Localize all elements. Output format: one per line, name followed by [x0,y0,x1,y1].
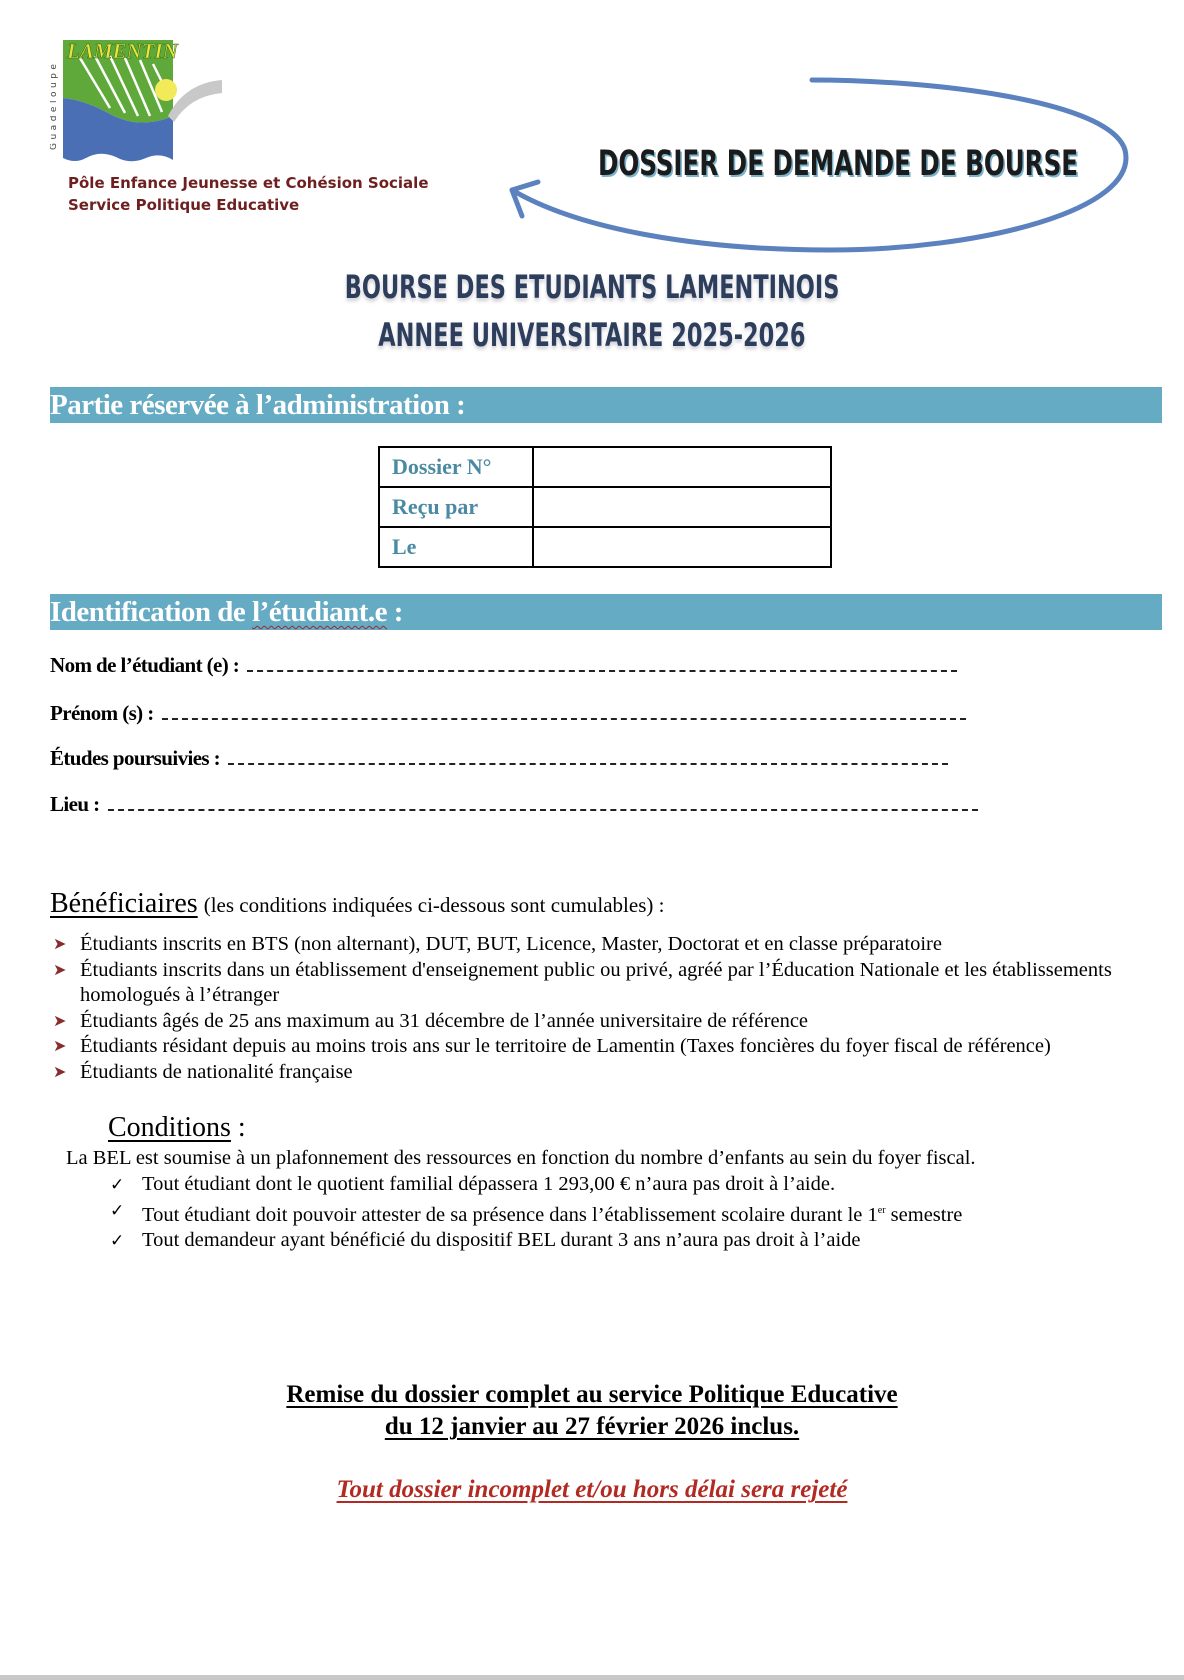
conditions-title: Conditions [108,1112,231,1143]
field-label-etudes: Études poursuivies : [50,746,221,770]
org-name-pole: Pôle Enfance Jeunesse et Cohésion Sociale [68,174,429,192]
field-label-nom: Nom de l’étudiant (e) : [50,653,240,677]
conditions-intro: La BEL est soumise à un plafonnement des ressources en fonction du nombre d’enfants au sein du foyer fiscal. [66,1147,976,1169]
list-item-text: Étudiants de nationalité française [80,1060,353,1083]
table-row [379,447,831,487]
rejection-warning-text: Tout dossier incomplet et/ou hors délai sera rejeté [336,1476,848,1503]
checkmark-icon: ✓ [110,1175,125,1194]
admin-table [378,446,832,568]
arrowhead-bullet-icon: ➤ [53,961,67,979]
rejection-warning [0,1476,1184,1504]
heading-suffix: : [387,596,403,628]
list-item [50,1060,1170,1086]
submission-notice-line-1 [0,1381,1184,1409]
field-etudes [50,745,948,771]
beneficiaires-list [50,932,1170,1085]
page-bottom-edge [0,1675,1184,1680]
section-heading-identification [50,594,1162,630]
submission-notice-line-2 [0,1413,1184,1441]
arrowhead-bullet-icon: ➤ [53,936,67,953]
arrowhead-bullet-icon: ➤ [53,1012,67,1030]
field-input-nom[interactable] [247,652,957,672]
svg-text:Guadeloupe: Guadeloupe [50,60,59,150]
list-item [110,1198,962,1228]
beneficiaires-heading [50,888,664,920]
list-item [50,1009,1170,1035]
field-nom [50,652,957,678]
subtitle-line-2: ANNEE UNIVERSITAIRE 2025-2026 [378,316,806,354]
list-item [110,1172,962,1198]
field-lieu [50,791,978,817]
list-item-text: Étudiants inscrits dans un établissement d'enseignement public ou privé, agréé par l’Éducation Nationale et les établissements homologués à l’étranger [80,958,1112,1006]
list-item-text: Tout demandeur ayant bénéficié du dispositif BEL durant 3 ans n’aura pas droit à l’aide [142,1228,861,1251]
svg-text:LAMENTIN: LAMENTIN [67,39,178,63]
admin-label-dossier: Dossier N° [379,447,533,487]
list-item-text-end: semestre [885,1203,963,1226]
list-item [50,1034,1170,1060]
checkmark-icon: ✓ [110,1200,125,1220]
spellcheck-flagged-word: l’étudiant.e [252,596,388,628]
conditions-title-suffix: : [230,1112,246,1143]
field-input-etudes[interactable] [228,745,948,765]
field-label-prenom: Prénom (s) : [50,701,154,725]
admin-label-recu-par: Reçu par [379,487,533,527]
field-prenom [50,700,966,726]
list-item-text: Tout étudiant doit pouvoir attester de sa présence dans l’établissement scolaire durant le 1 [142,1203,878,1226]
list-item [50,958,1170,1009]
list-item [50,932,1170,958]
checkmark-icon: ✓ [110,1230,125,1250]
admin-field-recu-par[interactable] [533,487,831,527]
admin-field-dossier[interactable] [533,447,831,487]
admin-field-le[interactable] [533,527,831,567]
section-heading-admin: Partie réservée à l’administration : [50,387,1162,423]
subtitle-line-1: BOURSE DES ETUDIANTS LAMENTINOIS [344,268,840,306]
conditions-heading [108,1112,246,1144]
document-title: DOSSIER DE DEMANDE DE BOURSE [598,144,1079,184]
list-item-text: Étudiants âgés de 25 ans maximum au 31 décembre de l’année universitaire de référence [80,1009,809,1032]
list-item-text: Tout étudiant dont le quotient familial dépassera 1 293,00 € n’aura pas droit à l’aide. [142,1173,836,1195]
admin-label-le: Le [379,527,533,567]
field-label-lieu: Lieu : [50,792,100,816]
superscript: er [877,1204,886,1216]
table-row [379,527,831,567]
field-input-lieu[interactable] [108,791,978,811]
list-item-text: Étudiants résidant depuis au moins trois ans sur le territoire de Lamentin (Taxes foncières du foyer fiscal de référence) [80,1035,1051,1057]
beneficiaires-title: Bénéficiaires [50,888,198,919]
org-name-service: Service Politique Educative [68,196,300,214]
table-row [379,487,831,527]
arrowhead-bullet-icon: ➤ [53,1063,67,1081]
submission-deadline-text: du 12 janvier au 27 février 2026 inclus. [384,1413,800,1440]
list-item [110,1228,962,1254]
beneficiaires-note: (les conditions indiquées ci-dessous sont cumulables) : [203,893,665,917]
conditions-list [110,1172,962,1253]
heading-text: Identification de [50,596,253,628]
field-input-prenom[interactable] [162,700,966,720]
list-item-text: Étudiants inscrits en BTS (non alternant), DUT, BUT, Licence, Master, Doctorat et en classe préparatoire [80,933,942,955]
submission-notice-text: Remise du dossier complet au service Politique Educative [286,1381,898,1408]
arrowhead-bullet-icon: ➤ [53,1038,67,1055]
lamentin-logo [50,38,235,163]
